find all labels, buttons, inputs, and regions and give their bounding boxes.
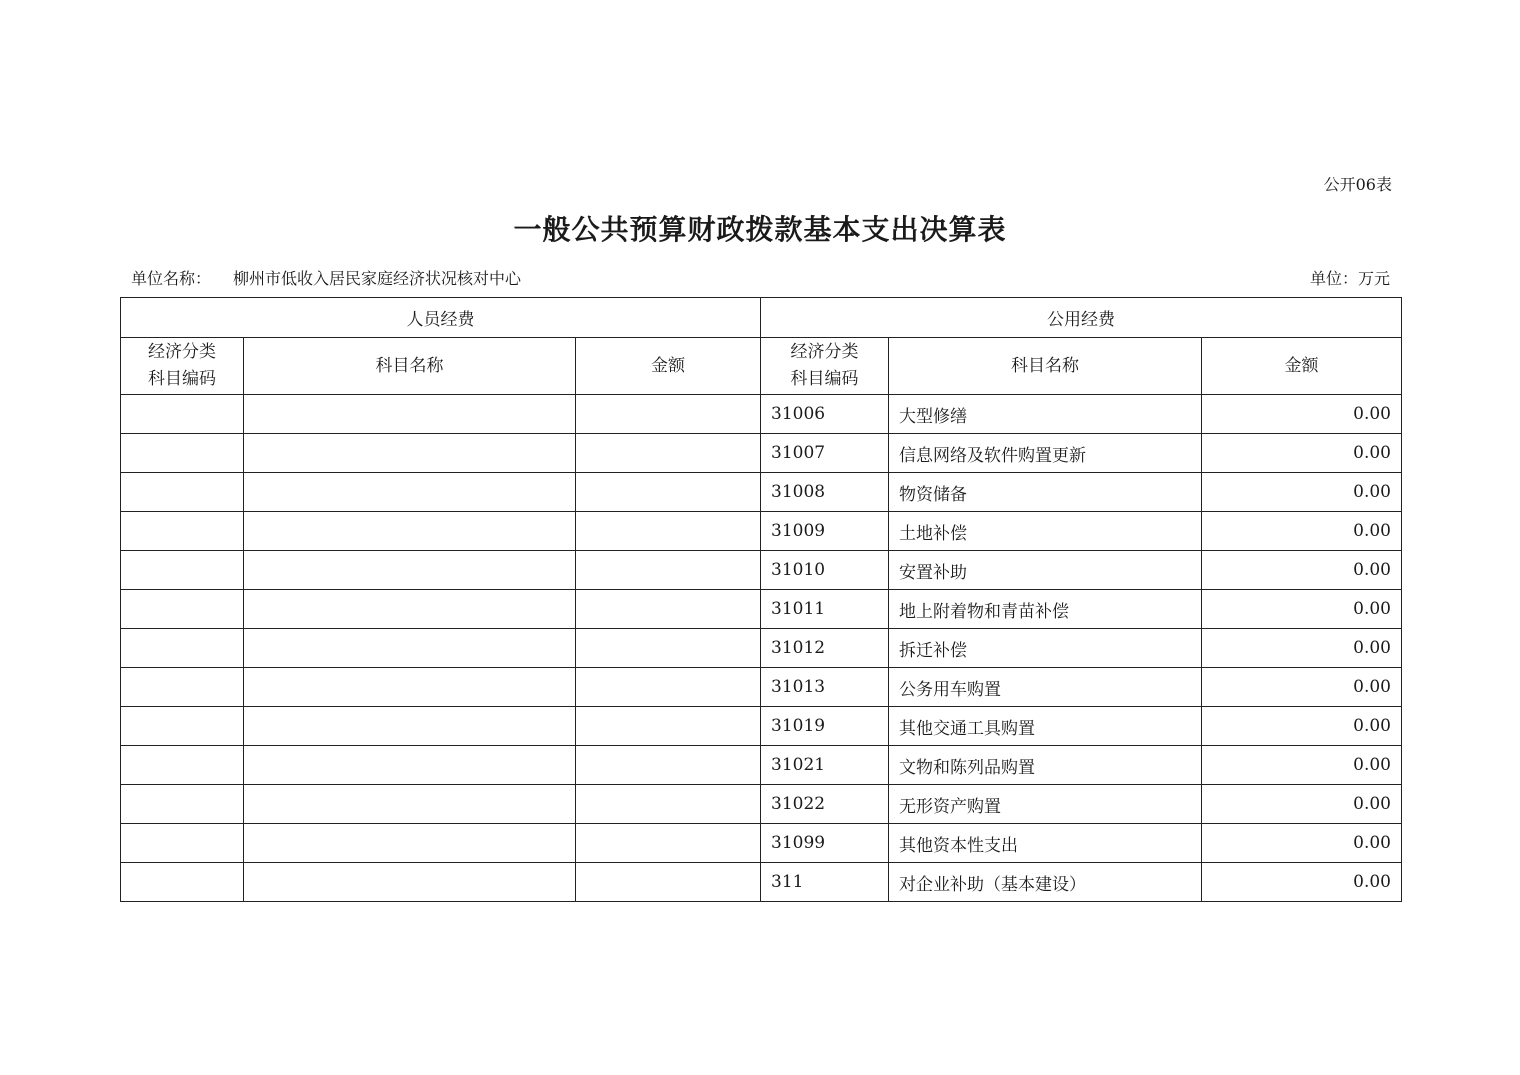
personnel-amount-cell bbox=[576, 512, 761, 551]
personnel-name-cell bbox=[244, 824, 576, 863]
header-public-amount: 金额 bbox=[1202, 338, 1402, 395]
table-row bbox=[121, 863, 1402, 902]
personnel-code-cell bbox=[121, 551, 244, 590]
public-code-cell: 31008 bbox=[761, 473, 889, 512]
public-name-cell: 土地补偿 bbox=[889, 512, 1202, 551]
public-amount-cell: 0.00 bbox=[1202, 785, 1402, 824]
table-row bbox=[121, 668, 1402, 707]
table-row bbox=[121, 746, 1402, 785]
public-code-cell: 31010 bbox=[761, 551, 889, 590]
personnel-amount-cell bbox=[576, 707, 761, 746]
unit-name-line bbox=[131, 266, 521, 289]
public-amount-cell: 0.00 bbox=[1202, 746, 1402, 785]
personnel-code-cell bbox=[121, 434, 244, 473]
public-name-cell: 其他交通工具购置 bbox=[889, 707, 1202, 746]
public-name-cell: 大型修缮 bbox=[889, 395, 1202, 434]
public-code-cell: 31006 bbox=[761, 395, 889, 434]
public-name-cell: 地上附着物和青苗补偿 bbox=[889, 590, 1202, 629]
personnel-name-cell bbox=[244, 863, 576, 902]
public-code-cell: 31013 bbox=[761, 668, 889, 707]
public-name-cell: 其他资本性支出 bbox=[889, 824, 1202, 863]
personnel-code-cell bbox=[121, 590, 244, 629]
personnel-code-cell bbox=[121, 824, 244, 863]
personnel-code-cell bbox=[121, 785, 244, 824]
personnel-name-cell bbox=[244, 785, 576, 824]
personnel-code-cell bbox=[121, 395, 244, 434]
table-row bbox=[121, 629, 1402, 668]
personnel-name-cell bbox=[244, 512, 576, 551]
table-row bbox=[121, 434, 1402, 473]
table-row bbox=[121, 395, 1402, 434]
personnel-name-cell bbox=[244, 395, 576, 434]
header-code-line2: 科目编码 bbox=[148, 369, 216, 389]
unit-name: 柳州市低收入居民家庭经济状况核对中心 bbox=[233, 269, 522, 288]
group-header-row bbox=[121, 298, 1402, 338]
public-name-cell: 物资储备 bbox=[889, 473, 1202, 512]
table-row bbox=[121, 473, 1402, 512]
personnel-code-cell bbox=[121, 629, 244, 668]
table-number: 公开06表 bbox=[1323, 175, 1392, 194]
public-code-cell: 31011 bbox=[761, 590, 889, 629]
header-personnel-name: 科目名称 bbox=[244, 338, 576, 395]
public-code-cell: 31007 bbox=[761, 434, 889, 473]
unit-info-line bbox=[131, 266, 1390, 288]
header-code-line1: 经济分类 bbox=[790, 342, 859, 362]
personnel-name-cell bbox=[244, 746, 576, 785]
public-amount-cell: 0.00 bbox=[1202, 395, 1402, 434]
personnel-amount-cell bbox=[576, 824, 761, 863]
unit-name-label: 单位名称： bbox=[131, 269, 212, 288]
personnel-amount-cell bbox=[576, 551, 761, 590]
public-name-cell: 文物和陈列品购置 bbox=[889, 746, 1202, 785]
personnel-code-cell bbox=[121, 512, 244, 551]
public-amount-cell: 0.00 bbox=[1202, 512, 1402, 551]
personnel-code-cell bbox=[121, 668, 244, 707]
personnel-amount-cell bbox=[576, 785, 761, 824]
personnel-code-cell bbox=[121, 473, 244, 512]
table-row bbox=[121, 824, 1402, 863]
header-public-name: 科目名称 bbox=[889, 338, 1202, 395]
public-code-cell: 31099 bbox=[761, 824, 889, 863]
personnel-amount-cell bbox=[576, 863, 761, 902]
group-public: 公用经费 bbox=[761, 298, 1402, 338]
group-personnel: 人员经费 bbox=[121, 298, 761, 338]
public-name-cell: 拆迁补偿 bbox=[889, 629, 1202, 668]
public-code-cell: 31019 bbox=[761, 707, 889, 746]
personnel-amount-cell bbox=[576, 668, 761, 707]
personnel-name-cell bbox=[244, 590, 576, 629]
public-name-cell: 安置补助 bbox=[889, 551, 1202, 590]
public-code-cell: 311 bbox=[761, 863, 889, 902]
public-amount-cell: 0.00 bbox=[1202, 863, 1402, 902]
header-personnel-amount: 金额 bbox=[576, 338, 761, 395]
personnel-name-cell bbox=[244, 668, 576, 707]
personnel-name-cell bbox=[244, 707, 576, 746]
personnel-amount-cell bbox=[576, 473, 761, 512]
personnel-amount-cell bbox=[576, 746, 761, 785]
header-personnel-code bbox=[121, 338, 244, 395]
public-code-cell: 31021 bbox=[761, 746, 889, 785]
public-amount-cell: 0.00 bbox=[1202, 668, 1402, 707]
public-amount-cell: 0.00 bbox=[1202, 629, 1402, 668]
expenditure-table bbox=[120, 297, 1402, 902]
table-row bbox=[121, 551, 1402, 590]
personnel-amount-cell bbox=[576, 629, 761, 668]
column-header-row bbox=[121, 338, 1402, 395]
table-row bbox=[121, 512, 1402, 551]
page-title: 一般公共预算财政拨款基本支出决算表 bbox=[513, 213, 1007, 246]
header-code-line1: 经济分类 bbox=[148, 342, 216, 362]
public-amount-cell: 0.00 bbox=[1202, 590, 1402, 629]
personnel-name-cell bbox=[244, 434, 576, 473]
personnel-name-cell bbox=[244, 551, 576, 590]
header-public-code bbox=[761, 338, 889, 395]
personnel-amount-cell bbox=[576, 434, 761, 473]
public-name-cell: 无形资产购置 bbox=[889, 785, 1202, 824]
personnel-code-cell bbox=[121, 746, 244, 785]
personnel-amount-cell bbox=[576, 590, 761, 629]
public-name-cell: 对企业补助（基本建设） bbox=[889, 863, 1202, 902]
table-row bbox=[121, 707, 1402, 746]
public-amount-cell: 0.00 bbox=[1202, 707, 1402, 746]
currency-unit: 单位：万元 bbox=[1309, 269, 1390, 288]
public-amount-cell: 0.00 bbox=[1202, 434, 1402, 473]
personnel-amount-cell bbox=[576, 395, 761, 434]
public-code-cell: 31012 bbox=[761, 629, 889, 668]
public-name-cell: 信息网络及软件购置更新 bbox=[889, 434, 1202, 473]
public-name-cell: 公务用车购置 bbox=[889, 668, 1202, 707]
personnel-code-cell bbox=[121, 707, 244, 746]
public-code-cell: 31009 bbox=[761, 512, 889, 551]
personnel-name-cell bbox=[244, 629, 576, 668]
header-code-line2: 科目编码 bbox=[790, 369, 859, 389]
personnel-code-cell bbox=[121, 863, 244, 902]
public-amount-cell: 0.00 bbox=[1202, 551, 1402, 590]
table-row bbox=[121, 785, 1402, 824]
public-amount-cell: 0.00 bbox=[1202, 824, 1402, 863]
table-row bbox=[121, 590, 1402, 629]
public-amount-cell: 0.00 bbox=[1202, 473, 1402, 512]
public-code-cell: 31022 bbox=[761, 785, 889, 824]
personnel-name-cell bbox=[244, 473, 576, 512]
